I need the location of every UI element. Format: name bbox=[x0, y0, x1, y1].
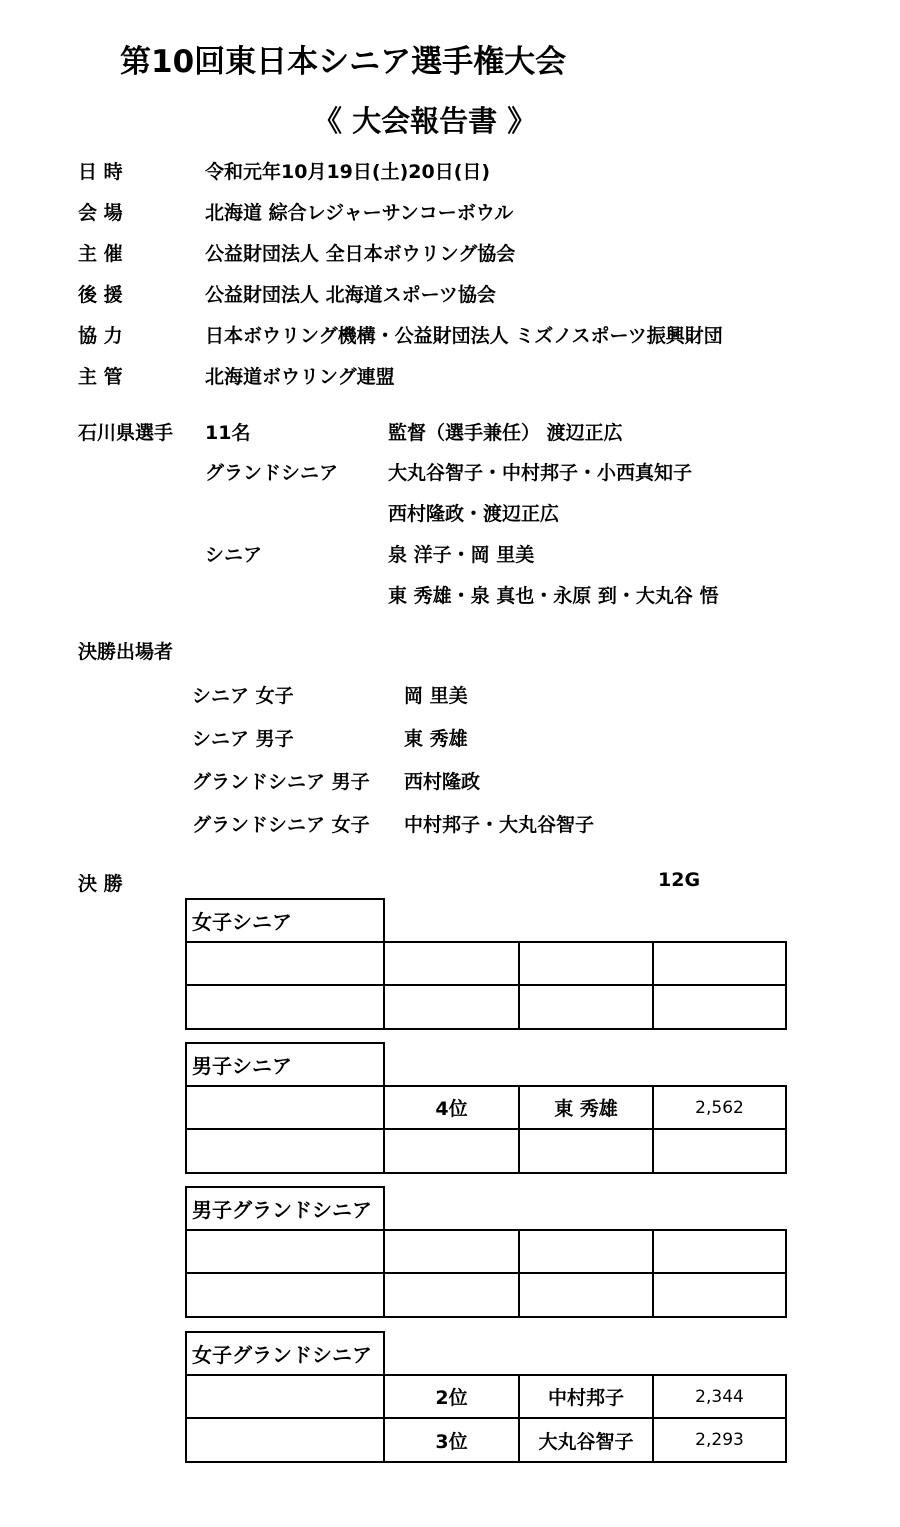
result-name bbox=[518, 941, 654, 986]
result-name: 中村邦子 bbox=[518, 1374, 654, 1419]
result-score: 2,293 bbox=[652, 1417, 787, 1463]
final-label: 決 勝 bbox=[78, 873, 123, 895]
result-score bbox=[652, 1229, 787, 1274]
result-blank-cell bbox=[185, 1374, 385, 1419]
result-blank-cell bbox=[185, 1272, 385, 1318]
info-value-organizer: 公益財団法人 全日本ボウリング協会 bbox=[205, 243, 516, 265]
results-table-heading: 女子グランドシニア bbox=[185, 1331, 385, 1376]
finalist-category: シニア 女子 bbox=[192, 685, 294, 707]
info-label-management: 主 管 bbox=[78, 366, 123, 388]
result-score bbox=[652, 984, 787, 1030]
info-value-management: 北海道ボウリング連盟 bbox=[205, 366, 395, 388]
finalist-names: 西村隆政 bbox=[404, 771, 481, 793]
players-senior-label: シニア bbox=[205, 544, 263, 566]
results-table-heading: 男子シニア bbox=[185, 1042, 385, 1087]
players-grand-label: グランドシニア bbox=[205, 462, 339, 484]
result-blank-cell bbox=[185, 1128, 385, 1174]
final-games: 12G bbox=[658, 869, 701, 891]
finalists-heading: 決勝出場者 bbox=[78, 641, 174, 663]
finalist-category: グランドシニア 女子 bbox=[192, 814, 370, 836]
result-name: 東 秀雄 bbox=[518, 1085, 654, 1130]
result-rank bbox=[383, 984, 520, 1030]
players-manager: 監督（選手兼任） 渡辺正広 bbox=[388, 422, 623, 444]
finalist-category: シニア 男子 bbox=[192, 728, 294, 750]
result-rank: 3位 bbox=[383, 1417, 520, 1463]
result-name bbox=[518, 984, 654, 1030]
results-table-heading: 女子シニア bbox=[185, 898, 385, 943]
info-value-cooperation: 日本ボウリング機構・公益財団法人 ミズノスポーツ振興財団 bbox=[205, 325, 723, 347]
result-rank bbox=[383, 1229, 520, 1274]
result-score: 2,344 bbox=[652, 1374, 787, 1419]
finalist-names: 中村邦子・大丸谷智子 bbox=[404, 814, 595, 836]
result-rank bbox=[383, 1272, 520, 1318]
result-blank-cell bbox=[185, 1417, 385, 1463]
players-senior-line2: 東 秀雄・泉 真也・永原 到・大丸谷 悟 bbox=[388, 585, 719, 607]
result-score bbox=[652, 941, 787, 986]
info-value-date: 令和元年10月19日(土)20日(日) bbox=[205, 161, 491, 183]
page-subtitle: 《 大会報告書 》 bbox=[313, 104, 537, 138]
finalist-category: グランドシニア 男子 bbox=[192, 771, 370, 793]
info-value-support: 公益財団法人 北海道スポーツ協会 bbox=[205, 284, 496, 306]
result-blank-cell bbox=[185, 1085, 385, 1130]
page-title: 第10回東日本シニア選手権大会 bbox=[120, 44, 567, 80]
info-label-cooperation: 協 力 bbox=[78, 325, 123, 347]
result-score: 2,562 bbox=[652, 1085, 787, 1130]
result-blank-cell bbox=[185, 941, 385, 986]
players-senior-line1: 泉 洋子・岡 里美 bbox=[388, 544, 535, 566]
result-name bbox=[518, 1272, 654, 1318]
info-label-venue: 会 場 bbox=[78, 202, 123, 224]
finalist-names: 岡 里美 bbox=[404, 685, 468, 707]
players-grand-line2: 西村隆政・渡辺正広 bbox=[388, 503, 560, 525]
results-table-heading: 男子グランドシニア bbox=[185, 1186, 385, 1231]
players-label: 石川県選手 bbox=[78, 422, 174, 444]
result-score bbox=[652, 1272, 787, 1318]
info-label-support: 後 援 bbox=[78, 284, 123, 306]
result-rank: 2位 bbox=[383, 1374, 520, 1419]
info-value-venue: 北海道 綜合レジャーサンコーボウル bbox=[205, 202, 514, 224]
result-name bbox=[518, 1229, 654, 1274]
finalist-names: 東 秀雄 bbox=[404, 728, 468, 750]
result-rank bbox=[383, 1128, 520, 1174]
result-name: 大丸谷智子 bbox=[518, 1417, 654, 1463]
info-label-organizer: 主 催 bbox=[78, 243, 123, 265]
result-blank-cell bbox=[185, 984, 385, 1030]
result-name bbox=[518, 1128, 654, 1174]
result-rank bbox=[383, 941, 520, 986]
info-label-date: 日 時 bbox=[78, 161, 123, 183]
result-score bbox=[652, 1128, 787, 1174]
players-count: 11名 bbox=[205, 422, 251, 444]
result-rank: 4位 bbox=[383, 1085, 520, 1130]
result-blank-cell bbox=[185, 1229, 385, 1274]
players-grand-line1: 大丸谷智子・中村邦子・小西真知子 bbox=[388, 462, 693, 484]
